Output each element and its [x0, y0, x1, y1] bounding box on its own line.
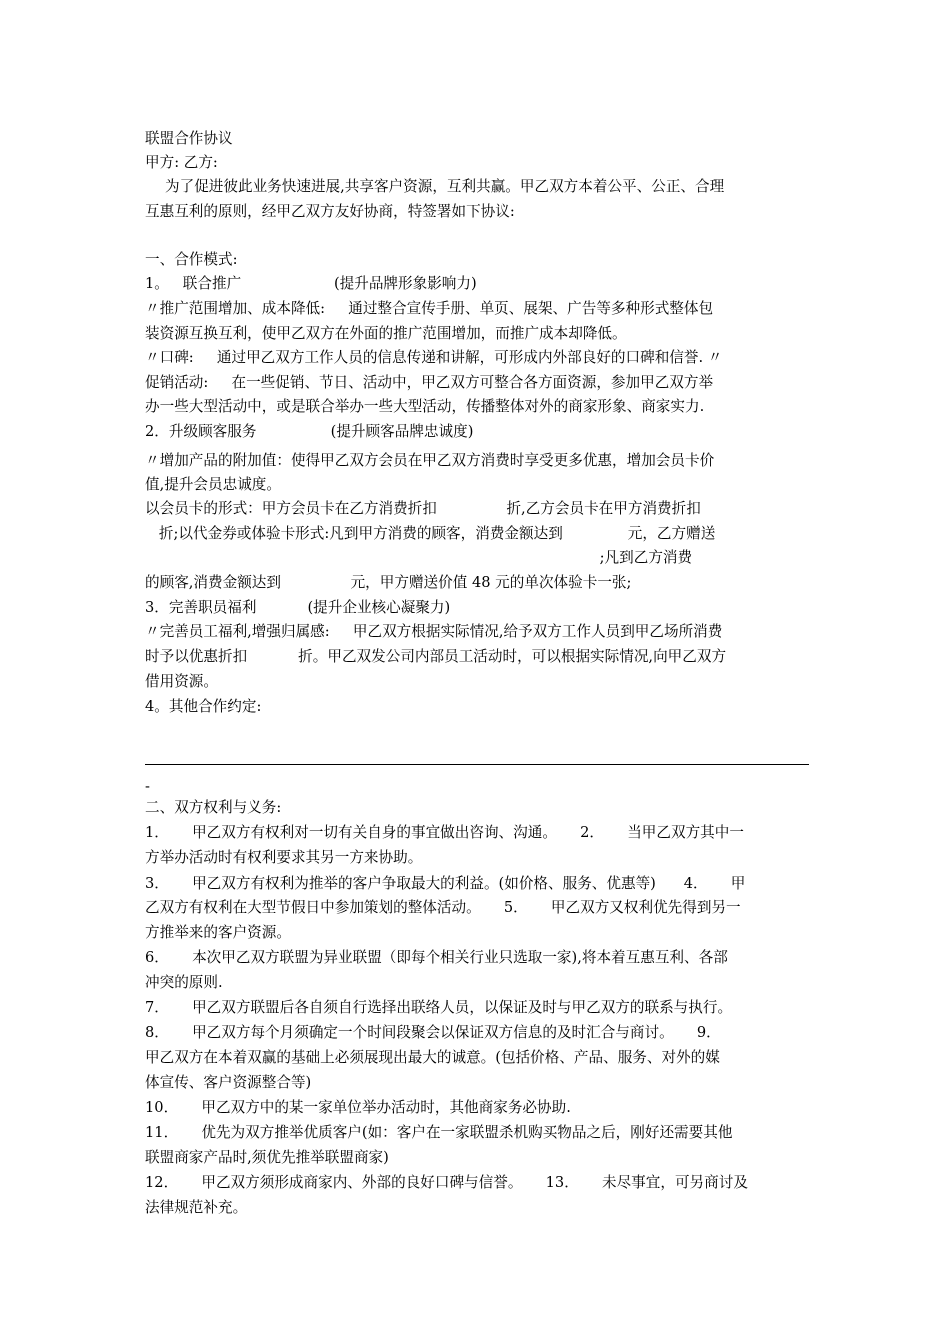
paragraph-line: 时予以优惠折扣 折。甲乙双发公司内部员工活动时，可以根据实际情况,向甲乙双方: [145, 648, 727, 665]
paragraph-line: 4。其他合作约定:: [145, 698, 262, 715]
section-heading: 一、合作模式:: [145, 251, 238, 268]
paragraph-line: 10． 甲乙双方中的某一家单位举办活动时，其他商家务必协助.: [145, 1099, 571, 1116]
paragraph-line: 3．完善职员福利 (提升企业核心凝聚力): [145, 599, 451, 616]
paragraph-line: 甲乙双方在本着双赢的基础上必须展现出最大的诚意。(包括价格、产品、服务、对外的媒: [145, 1049, 720, 1066]
blank-fill-tail: -: [145, 778, 150, 795]
paragraph-line: 〃增加产品的附加值：使得甲乙双方会员在甲乙双方消费时享受更多优惠，增加会员卡价: [145, 452, 715, 469]
paragraph-line: 装资源互换互利，使甲乙双方在外面的推广范围增加，而推广成本却降低。: [145, 325, 627, 342]
paragraph-line: 3． 甲乙双方有权利为推举的客户争取最大的利益。(如价格、服务、优惠等) 4． 甲: [145, 875, 746, 892]
paragraph-line: 的顾客,消费金额达到 元，甲方赠送价值 48 元的单次体验卡一张;: [145, 574, 632, 591]
paragraph-line: 借用资源。: [145, 673, 218, 690]
paragraph-line: 11． 优先为双方推举优质客户(如：客户在一家联盟杀机购买物品之后，刚好还需要其他: [145, 1124, 733, 1141]
paragraph-line: 值,提升会员忠诚度。: [145, 476, 281, 493]
paragraph-line: 〃推广范围增加、成本降低: 通过整合宣传手册、单页、展架、广告等多种形式整体包: [145, 300, 714, 317]
paragraph-line: 6． 本次甲乙双方联盟为异业联盟（即每个相关行业只选取一家),将本着互惠互利、各部: [145, 949, 728, 966]
parties-line: 甲方: 乙方:: [145, 154, 218, 171]
section-heading: 二、双方权利与义务:: [145, 799, 282, 816]
paragraph-line: 折;以代金券或体验卡形式:凡到甲方消费的顾客，消费金额达到 元，乙方赠送: [145, 525, 716, 542]
paragraph-line: 以会员卡的形式：甲方会员卡在乙方消费折扣 折,乙方会员卡在甲方消费折扣: [145, 500, 701, 517]
paragraph-line: 2．升级顾客服务 (提升顾客品牌忠诚度): [145, 423, 474, 440]
paragraph-line: 〃口碑: 通过甲乙双方工作人员的信息传递和讲解，可形成内外部良好的口碑和信誉. 〃: [145, 349, 723, 366]
paragraph-line: 1。 联合推广 (提升品牌形象影响力): [145, 275, 477, 292]
paragraph-line: 乙双方有权利在大型节假日中参加策划的整体活动。 5． 甲乙双方又权利优先得到另一: [145, 899, 741, 916]
document-title: 联盟合作协议: [145, 130, 233, 147]
paragraph-line: 方推举来的客户资源。: [145, 924, 291, 941]
paragraph-line: 8． 甲乙双方每个月须确定一个时间段聚会以保证双方信息的及时汇合与商讨。 9．: [145, 1024, 721, 1041]
paragraph-line: 法律规范补充。: [145, 1199, 248, 1216]
paragraph-line: ;凡到乙方消费: [145, 549, 693, 566]
paragraph-line: 冲突的原则.: [145, 974, 223, 991]
paragraph-line: 7． 甲乙双方联盟后各自须自行选择出联络人员，以保证及时与甲乙双方的联系与执行。: [145, 999, 733, 1016]
intro-line: 为了促进彼此业务快速进展,共享客户资源，互利共赢。甲乙双方本着公平、公正、合理: [165, 178, 725, 195]
paragraph-line: 〃完善员工福利,增强归属感: 甲乙双方根据实际情况,给予双方工作人员到甲乙场所消费: [145, 623, 723, 640]
paragraph-line: 方举办活动时有权利要求其另一方来协助。: [145, 849, 423, 866]
paragraph-line: 促销活动: 在一些促销、节日、活动中，甲乙双方可整合各方面资源，参加甲乙双方举: [145, 374, 714, 391]
paragraph-line: 办一些大型活动中，或是联合举办一些大型活动，传播整体对外的商家形象、商家实力.: [145, 398, 705, 415]
paragraph-line: 体宣传、客户资源整合等): [145, 1074, 312, 1091]
paragraph-line: 1． 甲乙双方有权利对一切有关自身的事宜做出咨询、沟通。 2． 当甲乙双方其中一: [145, 824, 744, 841]
blank-fill-line: [145, 764, 809, 765]
intro-line: 互惠互利的原则，经甲乙双方友好协商，特签署如下协议:: [145, 203, 515, 220]
paragraph-line: 联盟商家产品时,须优先推举联盟商家): [145, 1149, 389, 1166]
paragraph-line: 12． 甲乙双方须形成商家内、外部的良好口碑与信誉。 13． 未尽事宜，可另商讨及: [145, 1174, 748, 1191]
